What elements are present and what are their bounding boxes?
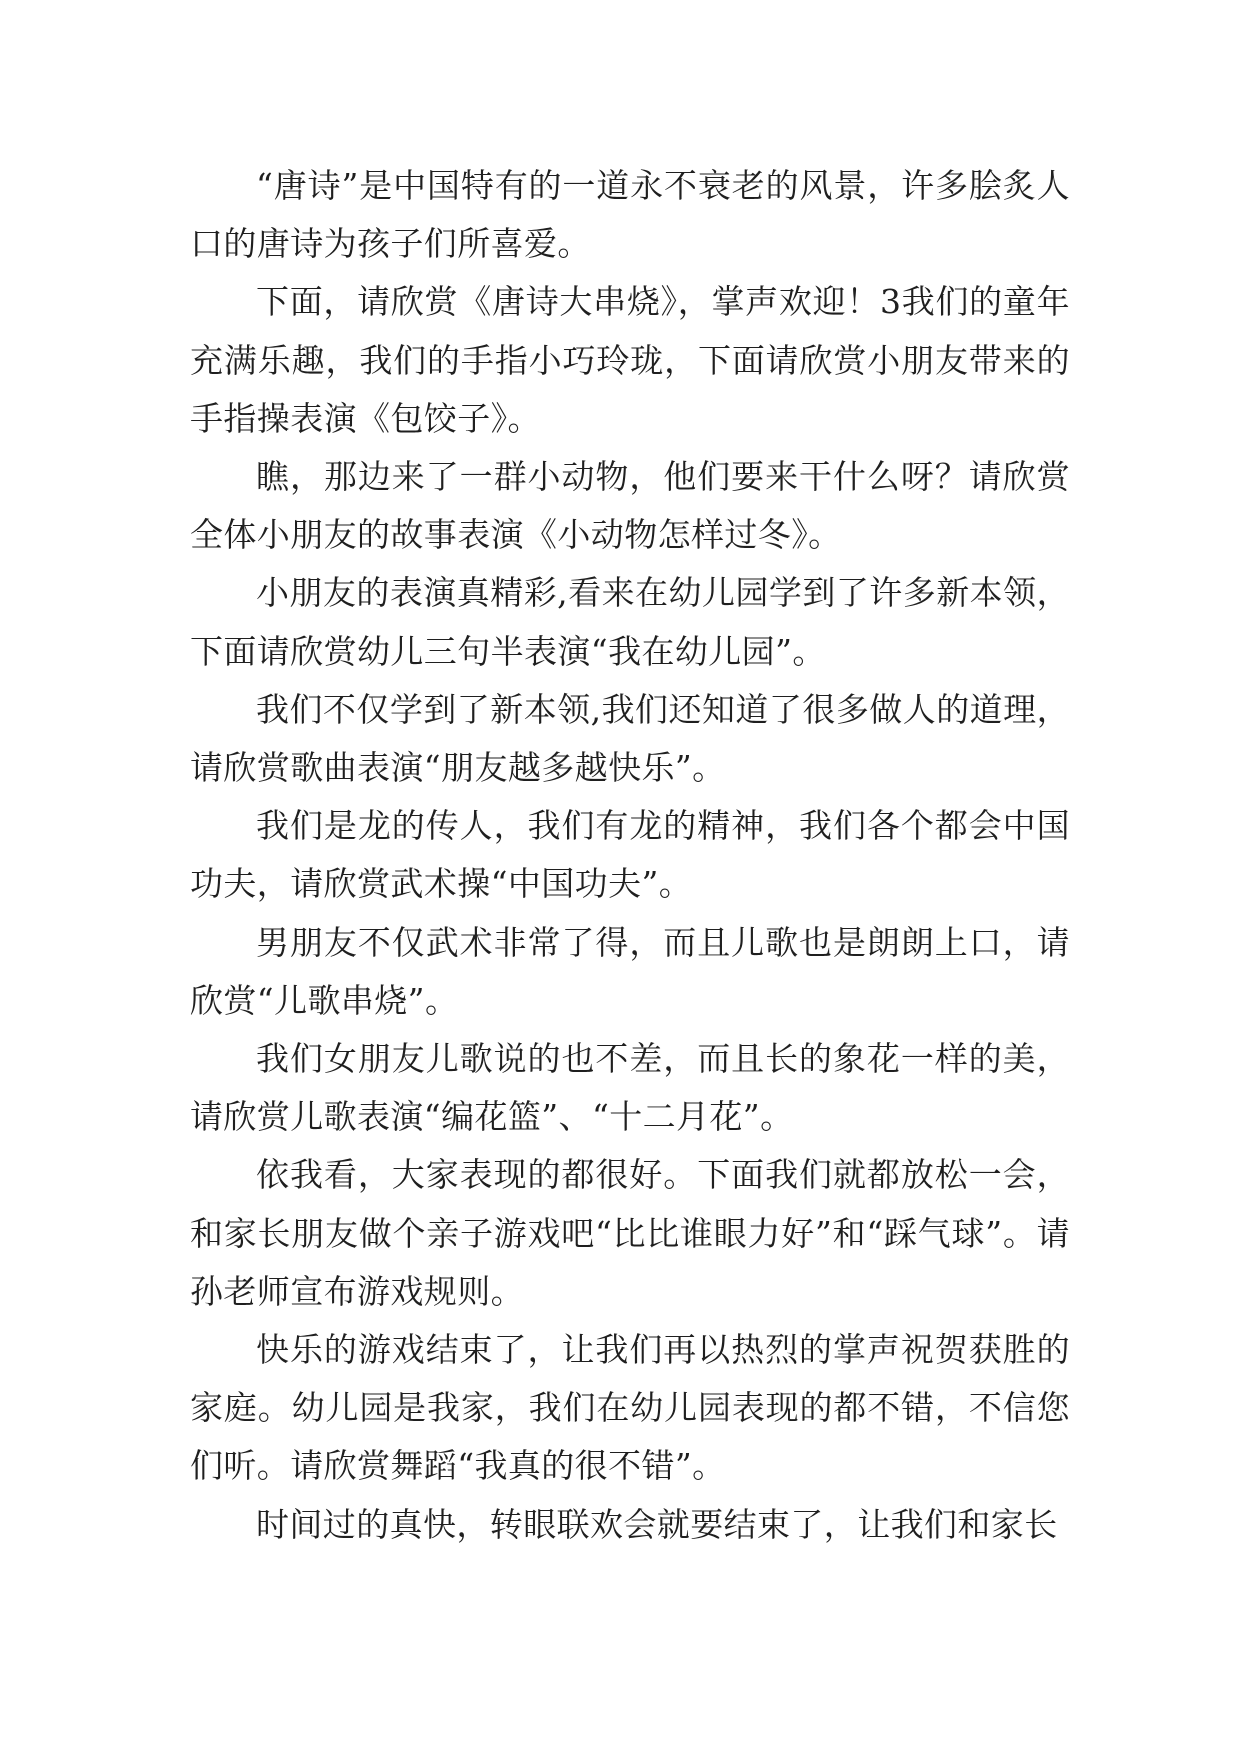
paragraph-friends-song: 我们不仅学到了新本领,我们还知道了很多做人的道理，请欣赏歌曲表演“朋友越多越快乐”。	[190, 689, 1070, 788]
paragraph-little-animals: 瞧，那边来了一群小动物，他们要来干什么呀？请欣赏全体小朋友的故事表演《小动物怎样过冬》。	[190, 457, 1070, 555]
paragraph-kung-fu: 我们是龙的传人，我们有龙的精神，我们各个都会中国功夫，请欣赏武术操“中国功夫”。	[190, 806, 1070, 904]
paragraph-parent-child-game: 依我看，大家表现的都很好。下面我们就都放松一会，和家长朋友做个亲子游戏吧“比比谁眼力好”和“踩气球”。请孙老师宣布游戏规则。	[190, 1155, 1070, 1311]
paragraph-dance: 快乐的游戏结束了，让我们再以热烈的掌声祝贺获胜的家庭。幼儿园是我家，我们在幼儿园表现的都不错，不信您们听。请欣赏舞蹈“我真的很不错”。	[190, 1330, 1070, 1486]
document-page	[190, 157, 1070, 1554]
paragraph-nursery-rhyme-medley: 男朋友不仅武术非常了得，而且儿歌也是朗朗上口，请欣赏“儿歌串烧”。	[190, 922, 1070, 1020]
paragraph-tang-poems-medley: 下面，请欣赏《唐诗大串烧》，掌声欢迎！3我们的童年充满乐趣，我们的手指小巧玲珑，下面请欣赏小朋友带来的手指操表演《包饺子》。	[190, 282, 1070, 438]
paragraph-flower-basket: 我们女朋友儿歌说的也不差，而且长的象花一样的美，请欣赏儿歌表演“编花篮”、“十二月花”。	[190, 1039, 1070, 1137]
paragraph-kindergarten-skit: 小朋友的表演真精彩,看来在幼儿园学到了许多新本领，下面请欣赏幼儿三句半表演“我在幼儿园”。	[190, 573, 1070, 671]
paragraph-tang-poems-intro: “唐诗”是中国特有的一道永不衰老的风景，许多脍炙人口的唐诗为孩子们所喜爱。	[190, 166, 1070, 264]
paragraph-closing: 时间过的真快，转眼联欢会就要结束了，让我们和家长	[256, 1504, 1058, 1544]
